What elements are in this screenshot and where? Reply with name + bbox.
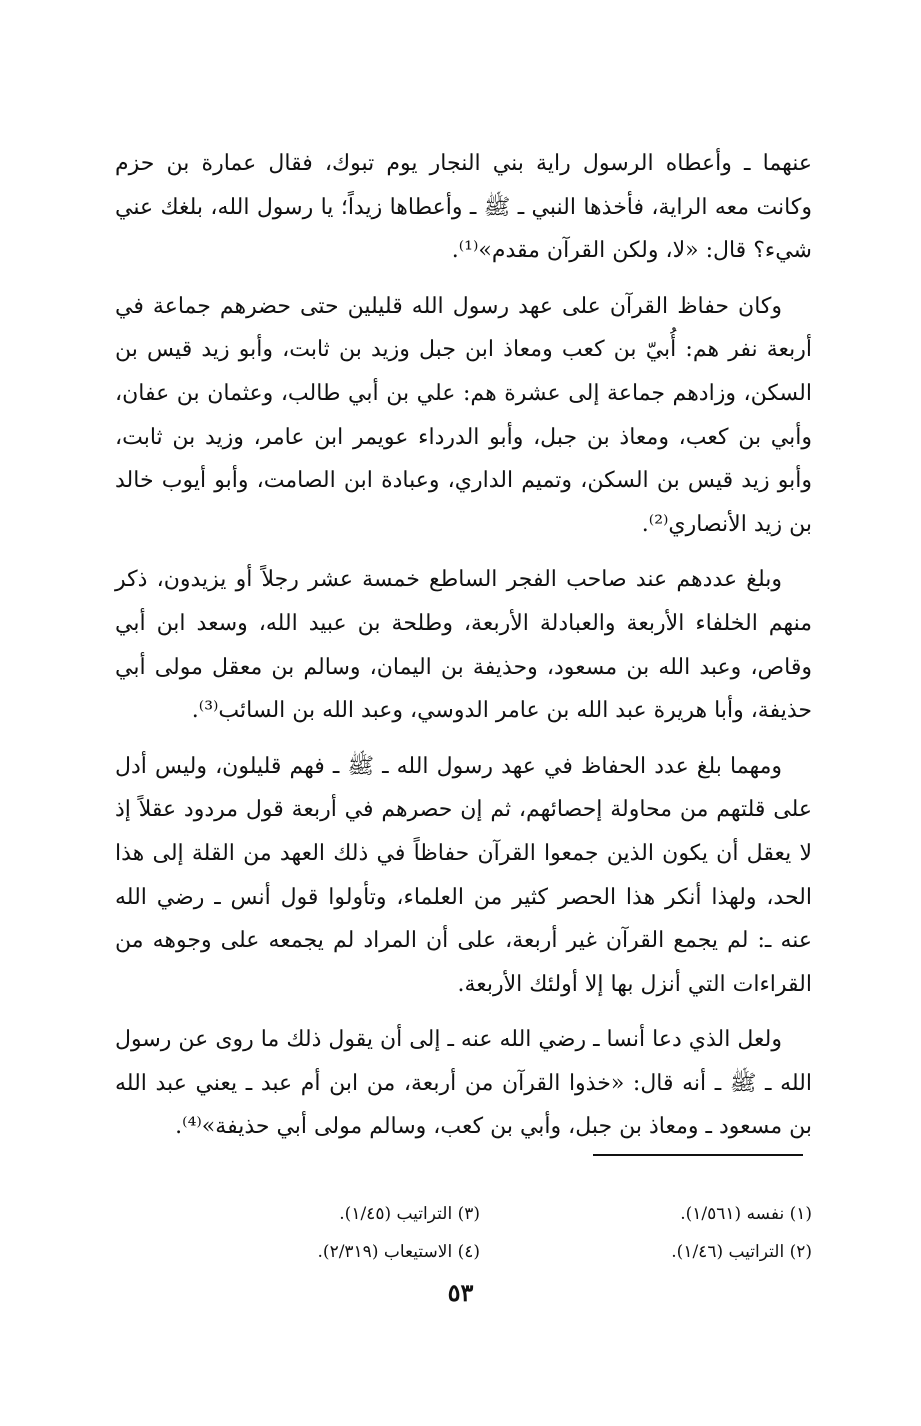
footnotes-right-column xyxy=(522,1195,812,1271)
footnote-2: (٢) التراتيب (١/٤٦). xyxy=(671,1242,812,1262)
paragraph-2: وكان حفاظ القرآن على عهد رسول الله قليلين حتى حضرهم جماعة في أربعة نفر هم: أُبيّ بن كعب ومعاذ ابن جبل وزيد بن ثابت، وأبو زيد قيس بن السكن، وزادهم جماعة إلى عشرة هم: علي بن أبي طالب، وعثمان بن عفان، وأبي بن كعب، ومعاذ بن جبل، وأبو الدرداء عويمر ابن عامر، وزيد بن ثابت، وأبو زيد قيس بن السكن، وتميم الداري، وعبادة ابن الصامت، وأبو أيوب خالد بن زيد الأنصاري⁽²⁾. xyxy=(115,293,812,537)
footnote-1: (١) نفسه (١/٥٦١). xyxy=(680,1204,812,1224)
main-text xyxy=(115,142,812,1161)
footnote-3: (٣) التراتيب (١/٤٥). xyxy=(339,1204,480,1224)
footnotes-left-column xyxy=(190,1195,480,1271)
paragraph-4: ومهما بلغ عدد الحفاظ في عهد رسول الله ـ ﷺ ـ فهم قليلون، وليس أدل على قلتهم من محاولة إحصائهم، ثم إن حصرهم في أربعة قول مردود عقلاً إذ لا يعقل أن يكون الذين جمعوا القرآن حفاظاً في ذلك العهد من القلة إلى هذا الحد، ولهذا أنكر هذا الحصر كثير من العلماء، وتأولوا قول أنس ـ رضي الله عنه ـ: لم يجمع القرآن غير أربعة، على أن المراد لم يجمعه على وجوهه من القراءات التي أنزل بها إلا أولئك الأربعة. xyxy=(115,753,813,997)
paragraph-1: عنهما ـ وأعطاه الرسول راية بني النجار يوم تبوك، فقال عمارة بن حزم وكانت معه الراية، فأخذها النبي ـ ﷺ ـ وأعطاها زيداً؛ يا رسول الله، بلغك عني شيء؟ قال: «لا، ولكن القرآن مقدم»⁽¹⁾. xyxy=(115,151,812,264)
footnotes xyxy=(190,1195,812,1271)
paragraph-3: وبلغ عددهم عند صاحب الفجر الساطع خمسة عشر رجلاً أو يزيدون، ذكر منهم الخلفاء الأربعة والعبادلة الأربعة، وطلحة بن عبيد الله، وسعد ابن أبي وقاص، وعبد الله بن مسعود، وحذيفة بن اليمان، وسالم بن معقل مولى أبي حذيفة، وأبا هريرة عبد الله بن عامر الدوسي، وعبد الله بن السائب⁽³⁾. xyxy=(115,567,812,724)
footnote-4: (٤) الاستيعاب (٢/٣١٩). xyxy=(317,1242,480,1262)
paragraph-5: ولعل الذي دعا أنسا ـ رضي الله عنه ـ إلى أن يقول ذلك ما روى عن رسول الله ـ ﷺ ـ أنه قال: «خذوا القرآن من أربعة، من ابن أم عبد ـ يعني عبد الله بن مسعود ـ ومعاذ بن جبل، وأبي بن كعب، وسالم مولى أبي حذيفة»⁽⁴⁾. xyxy=(115,1027,812,1140)
page-number: ٥٣ xyxy=(447,1278,474,1307)
footnote-divider xyxy=(593,1154,803,1156)
